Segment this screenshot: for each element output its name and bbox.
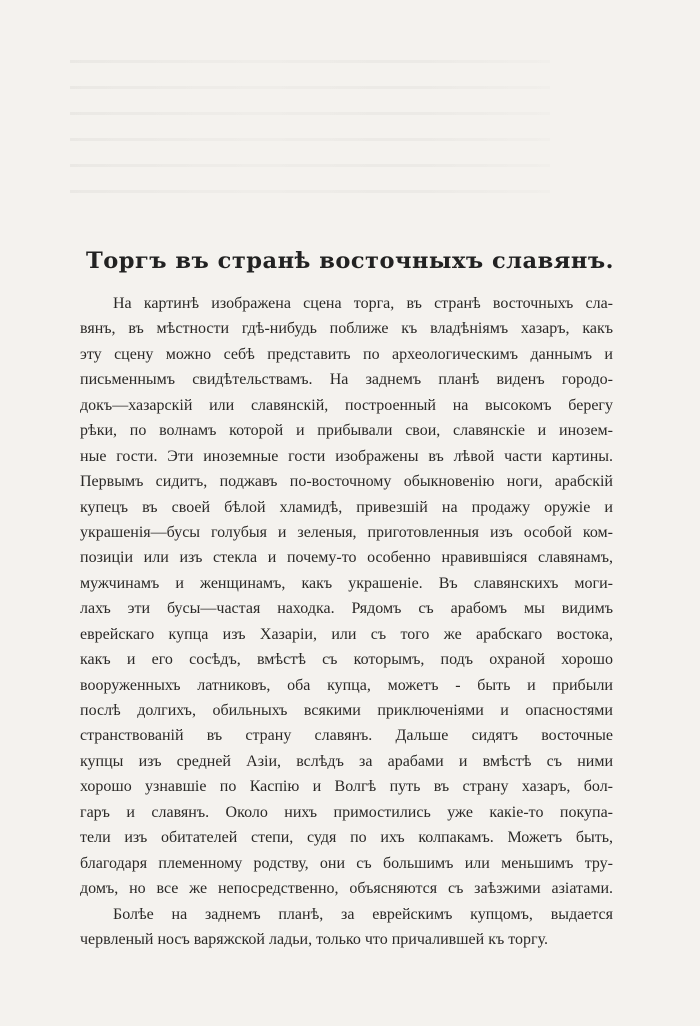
text-line: послѣ долгихъ, обильныхъ всякими приключеніями и опасностями <box>80 702 613 719</box>
text-line: еврейскаго купца изъ Хазаріи, или съ того же арабскаго востока, <box>80 625 613 643</box>
text-line: рѣки, по волнамъ которой и прибывали свои, славянскіе и инозем- <box>80 422 613 440</box>
text-line: позиціи или изъ стекла и почему-то особенно нравившіяся славянамъ, <box>80 549 613 567</box>
text-line: лахъ эти бусы—частая находка. Рядомъ съ арабомъ мы видимъ <box>80 600 613 618</box>
text-line: вянъ, въ мѣстности гдѣ-нибудь поближе къ владѣніямъ хазаръ, какъ <box>80 320 613 338</box>
text-line: письменнымъ свидѣтельствамъ. На заднемъ планѣ виденъ городо- <box>80 371 613 389</box>
text-line: украшенія—бусы голубыя и зеленыя, приготовленныя изъ особой ком- <box>80 523 613 541</box>
text-line: купецъ въ своей бѣлой хламидѣ, привезшій на продажу оружіе и <box>80 498 613 516</box>
text-line: какъ и его сосѣдъ, вмѣстѣ съ которымъ, подъ охраной хорошо <box>80 651 613 669</box>
text-line: эту сцену можно себѣ представить по археологическимъ даннымъ и <box>80 345 613 363</box>
text-line: ные гости. Эти иноземные гости изображены въ лѣвой части картины. <box>80 447 613 465</box>
text-line: купцы изъ средней Азіи, вслѣдъ за арабами и вмѣстѣ съ ними <box>80 752 613 770</box>
show-through-text <box>70 60 550 230</box>
text-line: мужчинамъ и женщинамъ, какъ украшеніе. Въ славянскихъ моги- <box>80 574 613 592</box>
text-line: тели изъ обитателей степи, судя по ихъ колпакамъ. Можетъ быть, <box>80 829 613 847</box>
text-line: Болѣе на заднемъ планѣ, за еврейскимъ купцомъ, выдается <box>113 905 613 923</box>
text-line: На картинѣ изображена сцена торга, въ странѣ восточныхъ сла- <box>113 295 613 312</box>
text-line: странствованій въ страну славянъ. Дальше сидятъ восточные <box>80 727 613 745</box>
text-line: гаръ и славянъ. Около нихъ примостились уже какіе-то покупа- <box>80 803 613 821</box>
text-line: Первымъ сидитъ, поджавъ по-восточному обыкновенію ноги, арабскій <box>80 473 613 491</box>
text-line: вооруженныхъ латниковъ, оба купца, можетъ - быть и прибыли <box>80 676 613 694</box>
body-text <box>80 291 613 952</box>
text-line: благодаря племенному родству, они съ большимъ или меньшимъ тру- <box>80 854 613 872</box>
text-line: домъ, но все же непосредственно, объясняются съ заѣзжими азіатами. <box>80 880 613 898</box>
page-title: Торгъ въ странѣ восточныхъ славянъ. <box>86 248 614 274</box>
text-line: хорошо узнавшіе по Каспію и Волгѣ путь въ страну хазаръ, бол- <box>80 778 613 796</box>
text-line: червленый носъ варяжской ладьи, только что причалившей къ торгу. <box>80 930 548 948</box>
text-line: докъ—хазарскій или славянскій, построенный на высокомъ берегу <box>80 396 613 414</box>
